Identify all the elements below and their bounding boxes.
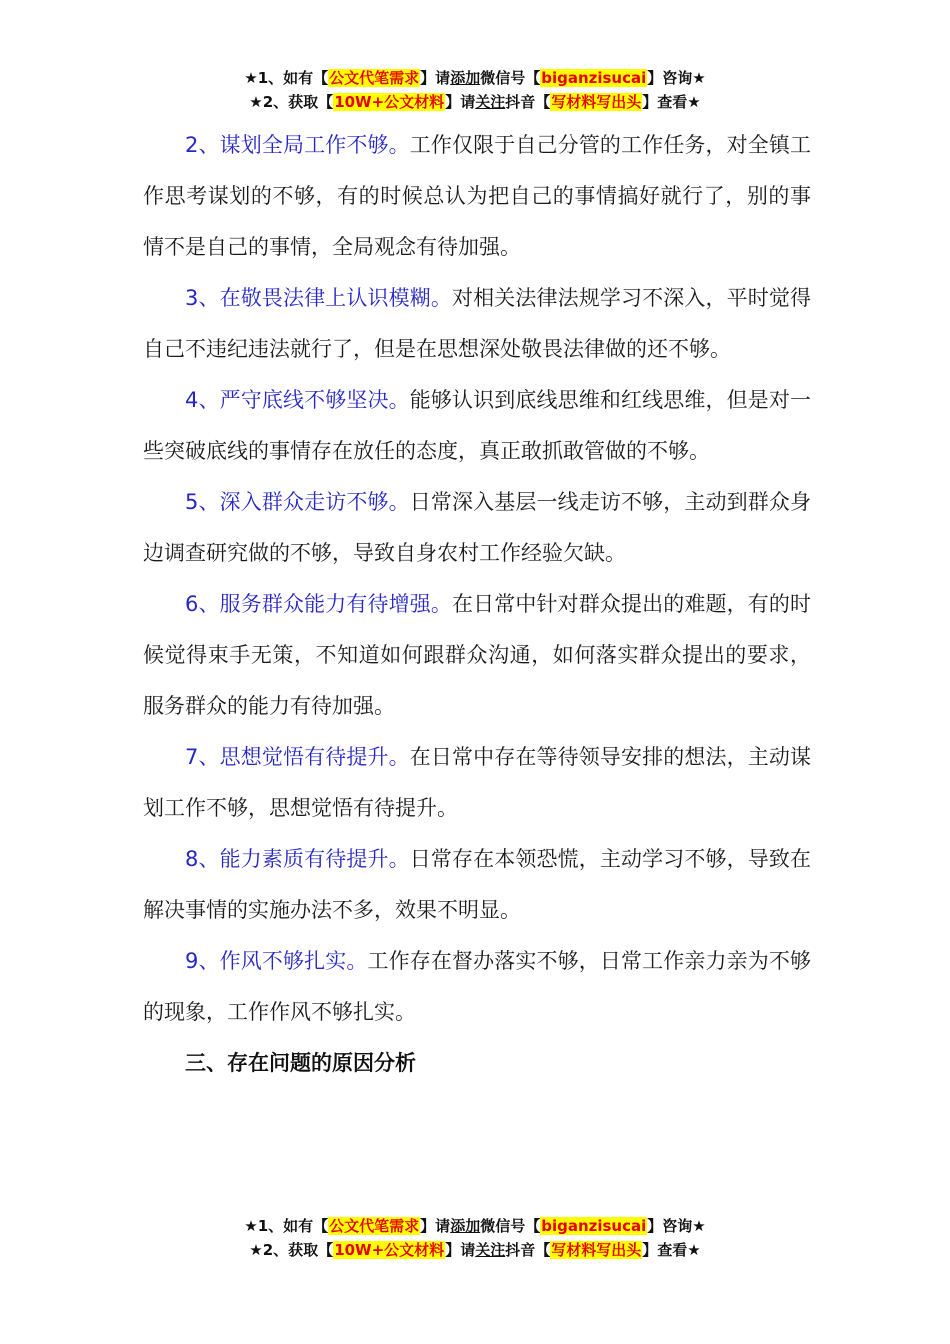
paragraph-text: 日常深入基层一线走访不够，主动到群众身边调查研究做的不够，导致自身农村工作经验欠缺。 <box>143 490 811 565</box>
paragraph-text: 工作存在督办落实不够，日常工作亲力亲为不够的现象，工作作风不够扎实。 <box>143 949 811 1024</box>
paragraph-text: 在日常中针对群众提出的难题，有的时候觉得束手无策，不知道如何跟群众沟通，如何落实群众提出的要求，服务群众的能力有待加强。 <box>143 592 811 718</box>
paragraph-item-6 <box>143 579 811 732</box>
paragraph-item-2 <box>143 120 811 273</box>
highlight-wechat-id: biganzisucai <box>541 69 647 87</box>
highlight-materials: 10W+公文材料 <box>334 1241 445 1259</box>
highlight-douyin-account: 写材料写出头 <box>551 93 642 111</box>
footer-banner <box>0 1214 950 1262</box>
paragraph-heading: 7、思想觉悟有待提升。 <box>185 745 410 769</box>
paragraph-heading: 5、深入群众走访不够。 <box>185 490 410 514</box>
highlight-writing-service: 公文代笔需求 <box>329 69 420 87</box>
highlight-materials: 10W+公文材料 <box>334 93 445 111</box>
paragraph-heading: 3、在敬畏法律上认识模糊。 <box>185 286 452 310</box>
paragraph-item-7 <box>143 732 811 834</box>
paragraph-text: 日常存在本领恐慌，主动学习不够，导致在解决事情的实施办法不多，效果不明显。 <box>143 847 811 922</box>
banner-line-2: ★2、获取【10W+公文材料】请关注抖音【写材料写出头】查看★ <box>249 1241 701 1259</box>
highlight-wechat-id: biganzisucai <box>541 1217 647 1235</box>
paragraph-text: 工作仅限于自己分管的工作任务，对全镇工作思考谋划的不够，有的时候总认为把自己的事情搞好就行了，别的事情不是自己的事情，全局观念有待加强。 <box>143 133 811 259</box>
highlight-douyin-account: 写材料写出头 <box>551 1241 642 1259</box>
banner-line-1: ★1、如有【公文代笔需求】请添加微信号【biganzisucai】咨询★ <box>244 1217 706 1235</box>
paragraph-heading: 4、严守底线不够坚决。 <box>185 388 410 412</box>
document-body <box>143 120 811 1089</box>
paragraph-item-8 <box>143 834 811 936</box>
banner-line-1: ★1、如有【公文代笔需求】请添加微信号【biganzisucai】咨询★ <box>244 69 706 87</box>
paragraph-text: 在日常中存在等待领导安排的想法，主动谋划工作不够，思想觉悟有待提升。 <box>143 745 811 820</box>
paragraph-text: 对相关法律法规学习不深入，平时觉得自己不违纪违法就行了，但是在思想深处敬畏法律做的还不够。 <box>143 286 811 361</box>
paragraph-text: 能够认识到底线思维和红线思维，但是对一些突破底线的事情存在放任的态度，真正敢抓敢管做的不够。 <box>143 388 811 463</box>
highlight-writing-service: 公文代笔需求 <box>329 1217 420 1235</box>
banner-line-2: ★2、获取【10W+公文材料】请关注抖音【写材料写出头】查看★ <box>249 93 701 111</box>
paragraph-heading: 6、服务群众能力有待增强。 <box>185 592 452 616</box>
paragraph-heading: 9、作风不够扎实。 <box>185 949 368 973</box>
paragraph-item-3 <box>143 273 811 375</box>
section-title: 三、存在问题的原因分析 <box>185 1051 416 1075</box>
paragraph-heading: 8、能力素质有待提升。 <box>185 847 410 871</box>
paragraph-item-5 <box>143 477 811 579</box>
paragraph-heading: 2、谋划全局工作不够。 <box>185 133 410 157</box>
paragraph-item-9 <box>143 936 811 1038</box>
header-banner <box>0 66 950 114</box>
paragraph-item-4 <box>143 375 811 477</box>
